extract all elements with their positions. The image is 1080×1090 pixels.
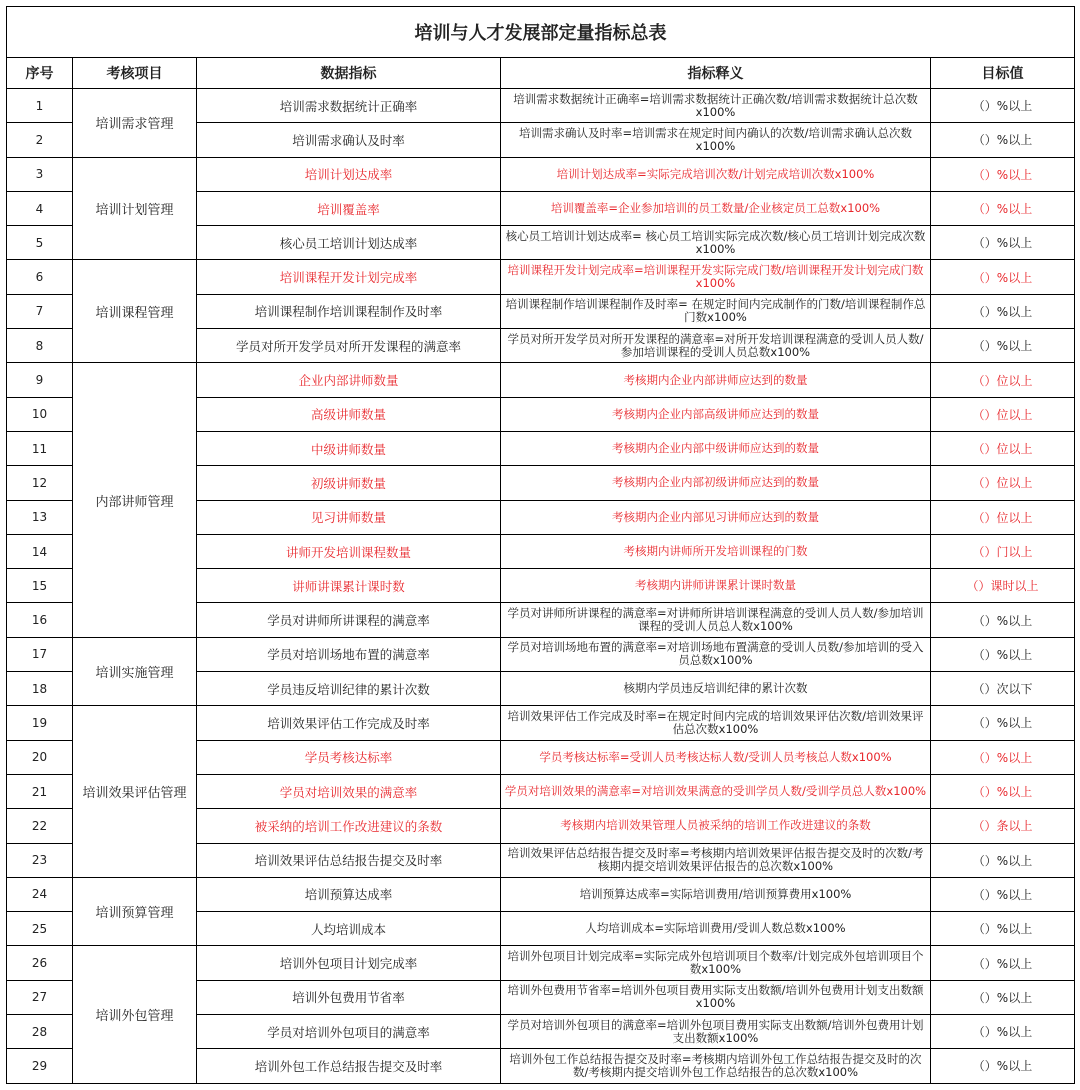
table-row — [7, 363, 1075, 397]
row-number: 29 — [7, 1049, 73, 1083]
indicator-definition: 培训课程开发计划完成率=培训课程开发实际完成门数/培训课程开发计划完成门数x100% — [501, 260, 931, 294]
indicator-name: 培训预算达成率 — [197, 877, 501, 911]
indicator-definition: 学员对讲师所讲课程的满意率=对讲师所讲培训课程满意的受训人员人数/参加培训课程的受训人员总人数x100% — [501, 603, 931, 637]
target-value: （）%以上 — [931, 603, 1075, 637]
header-indicator: 数据指标 — [197, 58, 501, 89]
indicator-definition: 培训效果评估工作完成及时率=在规定时间内完成的培训效果评估次数/培训效果评估总次数x100% — [501, 706, 931, 740]
row-number: 2 — [7, 123, 73, 157]
table-body — [7, 89, 1075, 1084]
target-value: （）%以上 — [931, 1015, 1075, 1049]
table-row — [7, 260, 1075, 294]
category-cell: 培训需求管理 — [73, 89, 197, 158]
row-number: 13 — [7, 500, 73, 534]
row-number: 25 — [7, 912, 73, 946]
target-value: （）%以上 — [931, 843, 1075, 877]
indicator-name: 培训外包费用节省率 — [197, 980, 501, 1014]
indicator-definition: 学员对所开发学员对所开发课程的满意率=对所开发培训课程满意的受训人员人数/参加培训课程的受训人员总数x100% — [501, 329, 931, 363]
target-value: （）%以上 — [931, 774, 1075, 808]
row-number: 21 — [7, 774, 73, 808]
category-cell: 培训计划管理 — [73, 157, 197, 260]
target-value: （）%以上 — [931, 294, 1075, 328]
indicator-definition: 核期内学员违反培训纪律的累计次数 — [501, 672, 931, 706]
indicator-definition: 核心员工培训计划达成率= 核心员工培训实际完成次数/核心员工培训计划完成次数x100% — [501, 226, 931, 260]
indicator-name: 企业内部讲师数量 — [197, 363, 501, 397]
row-number: 14 — [7, 534, 73, 568]
indicator-definition: 考核期内企业内部高级讲师应达到的数量 — [501, 397, 931, 431]
indicator-name: 培训覆盖率 — [197, 191, 501, 225]
target-value: （）%以上 — [931, 157, 1075, 191]
category-cell: 培训效果评估管理 — [73, 706, 197, 877]
indicator-definition: 培训需求数据统计正确率=培训需求数据统计正确次数/培训需求数据统计总次数x100% — [501, 89, 931, 123]
row-number: 1 — [7, 89, 73, 123]
indicator-definition: 考核期内培训效果管理人员被采纳的培训工作改进建议的条数 — [501, 809, 931, 843]
indicator-name: 中级讲师数量 — [197, 431, 501, 465]
target-value: （）%以上 — [931, 191, 1075, 225]
target-value: （）位以上 — [931, 431, 1075, 465]
table-row — [7, 89, 1075, 123]
indicator-name: 见习讲师数量 — [197, 500, 501, 534]
row-number: 10 — [7, 397, 73, 431]
row-number: 19 — [7, 706, 73, 740]
indicator-name: 培训外包项目计划完成率 — [197, 946, 501, 980]
target-value: （）位以上 — [931, 363, 1075, 397]
indicator-definition: 培训课程制作培训课程制作及时率= 在规定时间内完成制作的门数/培训课程制作总门数x100% — [501, 294, 931, 328]
indicator-name: 讲师开发培训课程数量 — [197, 534, 501, 568]
target-value: （）%以上 — [931, 912, 1075, 946]
indicator-name: 学员违反培训纪律的累计次数 — [197, 672, 501, 706]
table-row — [7, 946, 1075, 980]
row-number: 9 — [7, 363, 73, 397]
target-value: （）位以上 — [931, 397, 1075, 431]
indicator-name: 学员对所开发学员对所开发课程的满意率 — [197, 329, 501, 363]
indicator-name: 培训外包工作总结报告提交及时率 — [197, 1049, 501, 1083]
indicator-definition: 培训计划达成率=实际完成培训次数/计划完成培训次数x100% — [501, 157, 931, 191]
target-value: （）%以上 — [931, 740, 1075, 774]
indicator-name: 培训课程开发计划完成率 — [197, 260, 501, 294]
row-number: 27 — [7, 980, 73, 1014]
row-number: 15 — [7, 569, 73, 603]
indicator-definition: 考核期内企业内部见习讲师应达到的数量 — [501, 500, 931, 534]
indicator-definition: 考核期内企业内部初级讲师应达到的数量 — [501, 466, 931, 500]
target-value: （）%以上 — [931, 946, 1075, 980]
indicator-name: 培训需求数据统计正确率 — [197, 89, 501, 123]
indicator-definition: 培训外包工作总结报告提交及时率=考核期内培训外包工作总结报告提交及时的次数/考核期内提交培训外包工作总结报告的总次数x100% — [501, 1049, 931, 1083]
indicator-name: 培训需求确认及时率 — [197, 123, 501, 157]
row-number: 4 — [7, 191, 73, 225]
table-row — [7, 877, 1075, 911]
indicator-name: 培训效果评估工作完成及时率 — [197, 706, 501, 740]
row-number: 18 — [7, 672, 73, 706]
row-number: 5 — [7, 226, 73, 260]
indicator-name: 人均培训成本 — [197, 912, 501, 946]
table-row — [7, 706, 1075, 740]
category-cell: 内部讲师管理 — [73, 363, 197, 637]
category-cell: 培训外包管理 — [73, 946, 197, 1083]
indicator-definition: 培训效果评估总结报告提交及时率=考核期内培训效果评估报告提交及时的次数/考核期内提交培训效果评估报告的总次数x100% — [501, 843, 931, 877]
target-value: （）%以上 — [931, 637, 1075, 671]
indicator-name: 讲师讲课累计课时数 — [197, 569, 501, 603]
indicator-definition: 培训覆盖率=企业参加培训的员工数量/企业核定员工总数x100% — [501, 191, 931, 225]
row-number: 16 — [7, 603, 73, 637]
target-value: （）%以上 — [931, 123, 1075, 157]
header-serial: 序号 — [7, 58, 73, 89]
row-number: 28 — [7, 1015, 73, 1049]
indicator-name: 培训计划达成率 — [197, 157, 501, 191]
indicator-name: 学员考核达标率 — [197, 740, 501, 774]
row-number: 11 — [7, 431, 73, 465]
row-number: 8 — [7, 329, 73, 363]
indicator-name: 被采纳的培训工作改进建议的条数 — [197, 809, 501, 843]
indicator-definition: 培训外包费用节省率=培训外包项目费用实际支出数额/培训外包费用计划支出数额x100% — [501, 980, 931, 1014]
target-value: （）%以上 — [931, 329, 1075, 363]
target-value: （）%以上 — [931, 980, 1075, 1014]
target-value: （）位以上 — [931, 500, 1075, 534]
indicator-definition: 考核期内讲师讲课累计课时数量 — [501, 569, 931, 603]
indicator-definition: 学员对培训场地布置的满意率=对培训场地布置满意的受训人员数/参加培训的受入员总数x100% — [501, 637, 931, 671]
header-category: 考核项目 — [73, 58, 197, 89]
row-number: 22 — [7, 809, 73, 843]
indicator-name: 学员对培训效果的满意率 — [197, 774, 501, 808]
target-value: （）位以上 — [931, 466, 1075, 500]
row-number: 26 — [7, 946, 73, 980]
indicator-name: 培训课程制作培训课程制作及时率 — [197, 294, 501, 328]
indicator-definition: 学员对培训效果的满意率=对培训效果满意的受训学员人数/受训学员总人数x100% — [501, 774, 931, 808]
target-value: （）%以上 — [931, 877, 1075, 911]
table-row — [7, 637, 1075, 671]
row-number: 23 — [7, 843, 73, 877]
indicator-table — [6, 6, 1075, 1084]
row-number: 24 — [7, 877, 73, 911]
indicator-definition: 培训外包项目计划完成率=实际完成外包培训项目个数率/计划完成外包培训项目个数x100% — [501, 946, 931, 980]
target-value: （）%以上 — [931, 706, 1075, 740]
target-value: （）%以上 — [931, 260, 1075, 294]
indicator-name: 培训效果评估总结报告提交及时率 — [197, 843, 501, 877]
row-number: 12 — [7, 466, 73, 500]
indicator-name: 学员对培训场地布置的满意率 — [197, 637, 501, 671]
row-number: 3 — [7, 157, 73, 191]
target-value: （）次以下 — [931, 672, 1075, 706]
indicator-name: 初级讲师数量 — [197, 466, 501, 500]
target-value: （）%以上 — [931, 1049, 1075, 1083]
table-row — [7, 157, 1075, 191]
row-number: 6 — [7, 260, 73, 294]
target-value: （）课时以上 — [931, 569, 1075, 603]
table-title: 培训与人才发展部定量指标总表 — [7, 7, 1075, 58]
indicator-name: 学员对讲师所讲课程的满意率 — [197, 603, 501, 637]
target-value: （）%以上 — [931, 89, 1075, 123]
header-target: 目标值 — [931, 58, 1075, 89]
indicator-definition: 考核期内企业内部中级讲师应达到的数量 — [501, 431, 931, 465]
indicator-name: 高级讲师数量 — [197, 397, 501, 431]
indicator-definition: 学员对培训外包项目的满意率=培训外包项目费用实际支出数额/培训外包费用计划支出数额x100% — [501, 1015, 931, 1049]
indicator-definition: 人均培训成本=实际培训费用/受训人数总数x100% — [501, 912, 931, 946]
target-value: （）门以上 — [931, 534, 1075, 568]
target-value: （）条以上 — [931, 809, 1075, 843]
indicator-definition: 培训预算达成率=实际培训费用/培训预算费用x100% — [501, 877, 931, 911]
category-cell: 培训实施管理 — [73, 637, 197, 706]
row-number: 7 — [7, 294, 73, 328]
indicator-definition: 学员考核达标率=受训人员考核达标人数/受训人员考核总人数x100% — [501, 740, 931, 774]
row-number: 17 — [7, 637, 73, 671]
row-number: 20 — [7, 740, 73, 774]
indicator-name: 核心员工培训计划达成率 — [197, 226, 501, 260]
indicator-definition: 考核期内企业内部讲师应达到的数量 — [501, 363, 931, 397]
indicator-definition: 培训需求确认及时率=培训需求在规定时间内确认的次数/培训需求确认总次数x100% — [501, 123, 931, 157]
indicator-name: 学员对培训外包项目的满意率 — [197, 1015, 501, 1049]
target-value: （）%以上 — [931, 226, 1075, 260]
indicator-definition: 考核期内讲师所开发培训课程的门数 — [501, 534, 931, 568]
header-definition: 指标释义 — [501, 58, 931, 89]
category-cell: 培训预算管理 — [73, 877, 197, 946]
category-cell: 培训课程管理 — [73, 260, 197, 363]
